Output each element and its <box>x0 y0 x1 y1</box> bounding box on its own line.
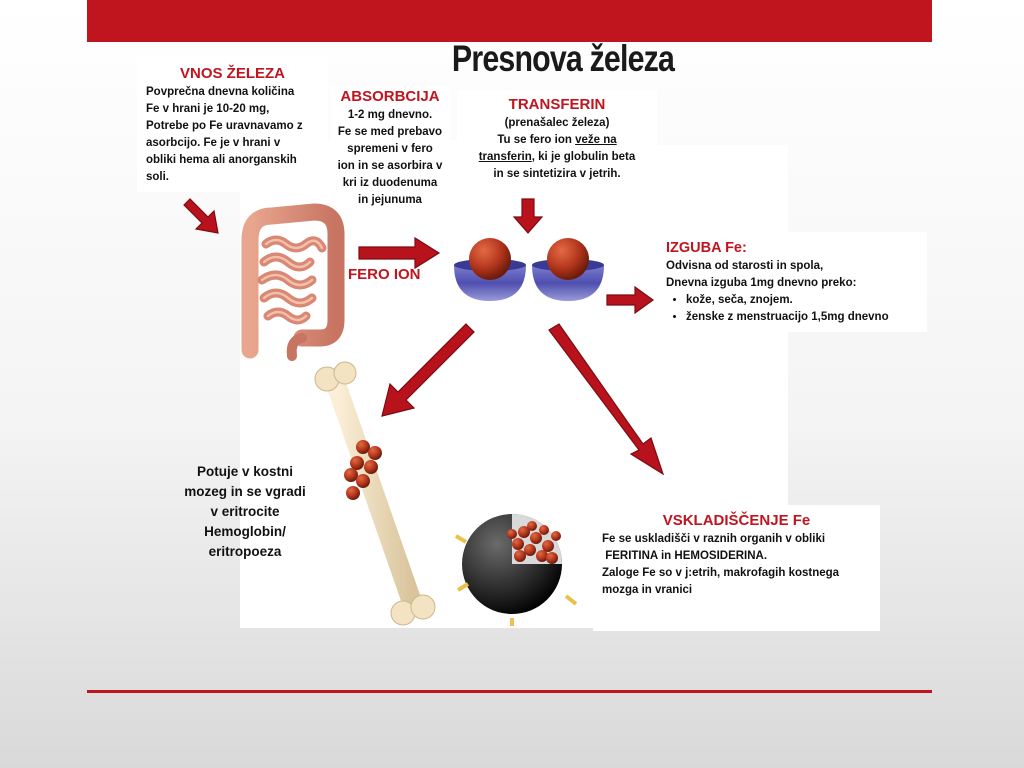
intestine-icon <box>232 200 350 360</box>
intake-box <box>137 56 328 192</box>
transferrin-text: , ki je globulin beta <box>531 151 636 163</box>
intake-heading: VNOS ŽELEZA <box>179 65 285 82</box>
loss-line: Dnevna izguba 1mg dnevno preko: <box>666 277 857 289</box>
storage-line: mozga in vranici <box>602 584 693 596</box>
transferrin-line: (prenašalec železa) <box>504 117 610 129</box>
marrow-text <box>180 462 310 562</box>
storage-box <box>593 505 880 631</box>
absorption-heading: ABSORBCIJA <box>340 88 440 105</box>
marrow-line: Hemoglobin/ <box>204 524 286 539</box>
absorption-line: in jejunuma <box>358 194 422 206</box>
transferrin-heading: TRANSFERIN <box>508 96 606 113</box>
marrow-line: Potuje v kostni <box>196 464 294 479</box>
arrow-to-loss <box>605 285 655 315</box>
loss-list <box>666 292 927 326</box>
arrow-intake-to-intestine <box>180 195 225 240</box>
marrow-line: mozeg in se vgradi <box>184 484 306 499</box>
loss-list-item: • kože, seča, znojem. <box>686 292 927 309</box>
intake-line: asorbcijo. Fe je v hrani v <box>146 137 281 149</box>
arrow-down-to-transferrin <box>512 197 544 235</box>
intake-line: soli. <box>146 171 170 183</box>
ferritin-sphere-icon <box>452 492 592 627</box>
storage-line: Fe se uskladišči v raznih organih v obliki <box>602 533 826 545</box>
absorption-line: Fe se med prebavo <box>337 126 443 138</box>
transferrin-underlined: veže na <box>575 134 617 146</box>
transferrin-line <box>457 149 657 166</box>
loss-line: Odvisna od starosti in spola, <box>666 260 824 272</box>
intake-line: Fe v hrani je 10-20 mg, <box>146 103 270 115</box>
storage-line: Zaloge Fe so v j:etrih, makrofagih kostnega <box>602 567 840 579</box>
loss-box <box>657 232 927 332</box>
absorption-box <box>330 86 450 215</box>
transferrin-line: in se sintetizira v jetrih. <box>493 168 621 180</box>
top-accent-bar <box>87 0 932 42</box>
transferrin-line <box>457 132 657 149</box>
page-title: Presnova železa <box>451 38 675 79</box>
storage-line: FERITINA in HEMOSIDERINA. <box>602 550 768 562</box>
intake-line: obliki hema ali anorganskih <box>146 154 297 166</box>
arrow-to-bone-marrow <box>378 320 478 420</box>
marrow-line: eritropoeza <box>208 544 282 559</box>
transferrin-box <box>457 90 657 193</box>
storage-heading: VSKLADIŠČENJE Fe <box>662 512 811 529</box>
transferrin-underlined: transferin <box>478 151 532 163</box>
loss-heading: IZGUBA Fe: <box>666 240 747 256</box>
transferrin-text: Tu se fero ion <box>497 134 576 146</box>
fero-ion-label: FERO ION <box>348 266 421 283</box>
loss-list-item: • ženske z menstruacijo 1,5mg dnevno <box>686 309 927 326</box>
absorption-line: spremeni v fero <box>347 143 433 155</box>
bottom-accent-line <box>87 690 932 693</box>
arrow-to-storage <box>545 320 670 480</box>
absorption-line: 1-2 mg dnevno. <box>347 109 433 121</box>
intake-line: Povprečna dnevna količina <box>146 86 295 98</box>
transferrin-molecule-icon <box>450 235 610 305</box>
absorption-line: kri iz duodenuma <box>342 177 438 189</box>
marrow-line: v eritrocite <box>210 504 280 519</box>
intake-line: Potrebe po Fe uravnavamo z <box>146 120 303 132</box>
absorption-line: ion in se asorbira v <box>337 160 443 172</box>
arrow-intestine-to-transferrin <box>357 236 442 270</box>
